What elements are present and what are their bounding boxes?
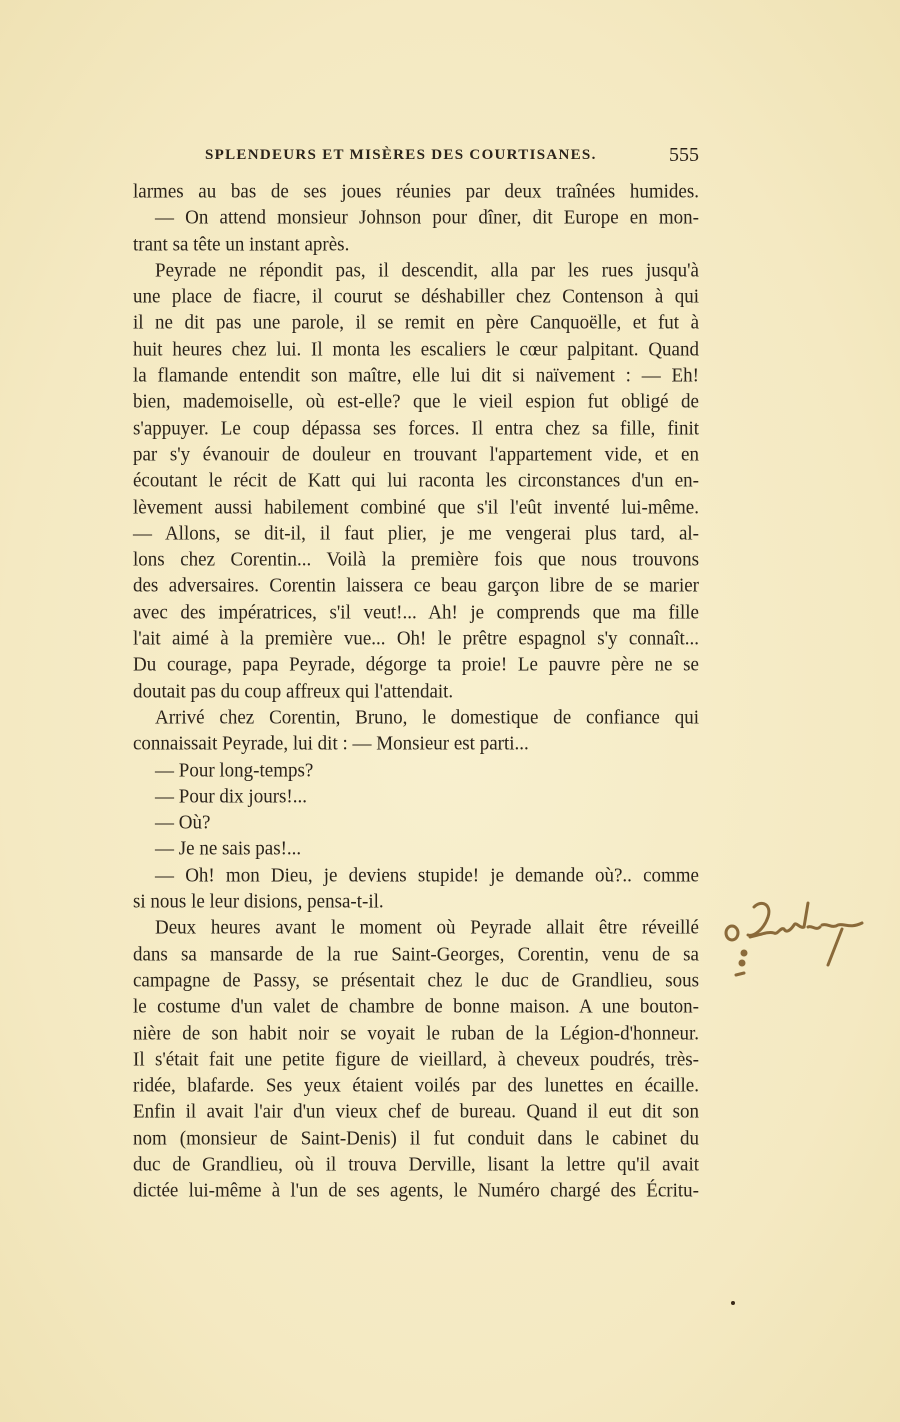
text-line: duc de Grandlieu, où il trouva Derville, lisant la lettre qu'il avait xyxy=(133,1153,699,1176)
handwritten-annotation xyxy=(720,895,880,985)
text-line: trant sa tête un instant après. xyxy=(133,232,350,256)
page-header xyxy=(205,144,699,173)
text-line: nom (monsieur de Saint-Denis) il fut conduit dans le cabinet du xyxy=(133,1126,699,1150)
text-line: des adversaires. Corentin laissera ce beau garçon libre de se marier xyxy=(133,574,699,598)
text-line: nière de son habit noir se voyait le ruban de la Légion-d'honneur. xyxy=(133,1021,699,1045)
text-line: larmes au bas de ses joues réunies par deux traînées humides. xyxy=(133,180,699,203)
text-line: doutait pas du coup affreux qui l'attendait. xyxy=(133,679,454,703)
text-line: Peyrade ne répondit pas, il descendit, alla par les rues jusqu'à xyxy=(155,258,699,282)
text-line: dans sa mansarde de la rue Saint-Georges, Corentin, venu de sa xyxy=(133,942,699,966)
text-line: Il s'était fait une petite figure de vieillard, à cheveux poudrés, très- xyxy=(133,1047,699,1071)
text-line: une place de fiacre, il courut se déshabiller chez Contenson à qui xyxy=(133,285,699,308)
text-line: Du courage, papa Peyrade, dégorge ta proie! Le pauvre père ne se xyxy=(133,653,699,677)
text-line: le costume d'un valet de chambre de bonne maison. A une bouton- xyxy=(133,995,699,1018)
text-line: écoutant le récit de Katt qui lui raconta les circonstances d'un en- xyxy=(133,469,699,493)
text-line: campagne de Passy, se présentait chez le duc de Grandlieu, sous xyxy=(133,969,699,992)
text-line: dictée lui-même à l'un de ses agents, le Numéro chargé des Écritu- xyxy=(133,1179,699,1203)
text-line: s'appuyer. Le coup dépassa ses forces. Il entra chez sa fille, finit xyxy=(133,416,699,440)
text-line: par s'y évanouir de douleur en trouvant l'appartement vide, et en xyxy=(133,443,699,466)
text-line: il ne dit pas une parole, il se remit en père Canquoëlle, et fut à xyxy=(133,311,699,335)
text-line: — Allons, se dit-il, il faut plier, je me vengerai plus tard, al- xyxy=(133,521,699,545)
text-line: huit heures chez lui. Il monta les escaliers le cœur palpitant. Quand xyxy=(133,337,699,361)
text-line: Enfin il avait l'air d'un vieux chef de bureau. Quand il eut dit son xyxy=(133,1100,699,1124)
text-line: — On attend monsieur Johnson pour dîner, dit Europe en mon- xyxy=(155,206,699,230)
text-line: Arrivé chez Corentin, Bruno, le domestique de confiance qui xyxy=(155,706,699,729)
text-line: avec des impératrices, s'il veut!... Ah! je comprends que ma fille xyxy=(133,600,699,624)
text-line: si nous le leur disions, pensa-t-il. xyxy=(133,890,384,913)
text-line: — Pour dix jours!... xyxy=(155,784,307,808)
text-line: lèvement aussi habilement combiné que s'il l'eût inventé lui-même. xyxy=(133,495,699,519)
page-number: 555 xyxy=(669,144,699,166)
text-line: ridée, blafarde. Ses yeux étaient voilés par des lunettes en écaille. xyxy=(133,1074,699,1097)
body-text xyxy=(133,179,699,1205)
text-line: connaissait Peyrade, lui dit : — Monsieur est parti... xyxy=(133,732,529,756)
running-title: SPLENDEURS ET MISÈRES DES COURTISANES. xyxy=(205,147,597,163)
text-line: bien, mademoiselle, où est-elle? que le vieil espion fut obligé de xyxy=(133,390,699,414)
text-line: Deux heures avant le moment où Peyrade allait être réveillé xyxy=(155,916,699,940)
text-line: — Pour long-temps? xyxy=(155,758,314,782)
ink-spot xyxy=(731,1301,735,1305)
text-line: lons chez Corentin... Voilà la première fois que nous trouvons xyxy=(133,548,699,571)
text-line: — Je ne sais pas!... xyxy=(155,837,302,861)
text-line: l'ait aimé à la première vue... Oh! le prêtre espagnol s'y connaît... xyxy=(133,627,699,650)
text-line: la flamande entendit son maître, elle lui dit si naïvement : — Eh! xyxy=(133,364,699,387)
text-line: — Où? xyxy=(155,811,211,834)
text-line: — Oh! mon Dieu, je deviens stupide! je demande où?.. comme xyxy=(155,863,699,887)
